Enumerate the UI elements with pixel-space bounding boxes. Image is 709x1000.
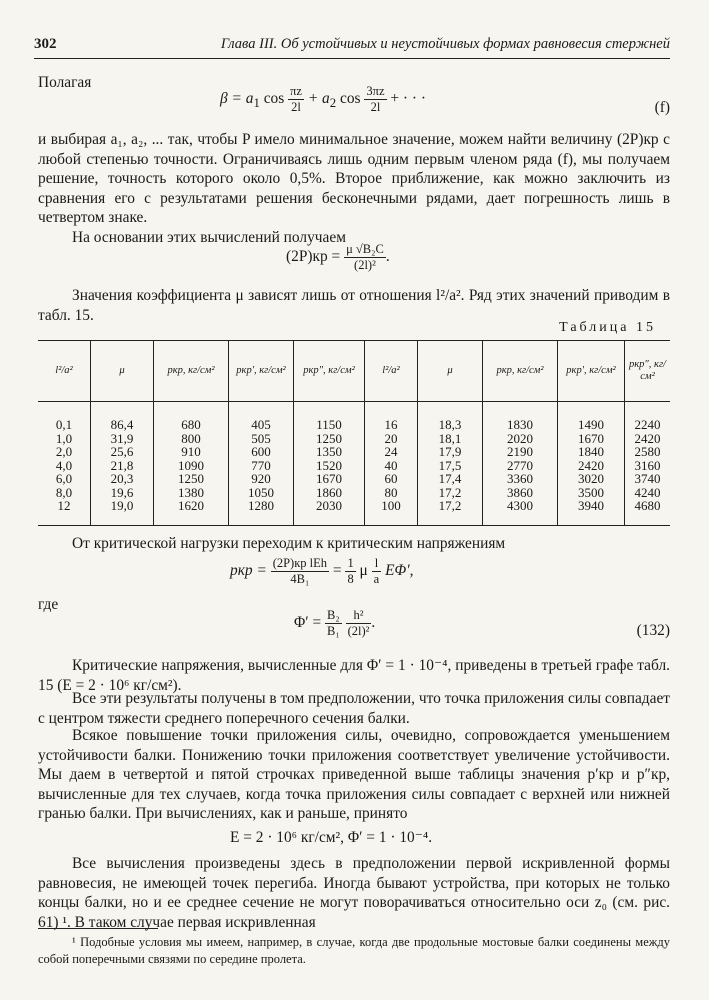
paragraph-6: Все эти результаты получены в том предположении, что точка приложения силы совпадает с центром тяжести среднего поперечного сечения балки.: [38, 690, 670, 727]
table-header-row: [38, 341, 670, 402]
cell: 17,2: [418, 499, 483, 525]
cell: 1860: [294, 486, 365, 500]
cell: 6,0: [55, 471, 73, 486]
th-pkr-prime: pкр′, кг/см²: [229, 341, 294, 402]
eq-f-frac2-num: 3πz: [366, 84, 385, 98]
cell: 1,0: [55, 430, 73, 446]
table-row: [38, 402, 670, 432]
cell: 4240: [625, 486, 671, 500]
cell: 8,0: [55, 484, 73, 500]
th-mu: μ: [91, 341, 154, 402]
cell: 2580: [625, 445, 671, 459]
cell: 2770: [483, 459, 558, 473]
cell: 4,0: [55, 457, 73, 473]
th-ratio-2: l²/a²: [365, 341, 418, 402]
cell: 680: [154, 402, 229, 432]
cell: 3860: [483, 486, 558, 500]
eq-pkr-frac3: [372, 556, 382, 587]
cell: 920: [229, 472, 294, 486]
cell: 1520: [294, 459, 365, 473]
cell: 17,9: [418, 445, 483, 459]
cell: 1380: [154, 486, 229, 500]
equation-e: E = 2 · 10⁶ кг/см², Φ′ = 1 · 10⁻⁴.: [230, 829, 433, 846]
eq-pkr-mid: =: [332, 562, 342, 580]
eq-f-frac2-den: 2l: [370, 100, 381, 114]
eq-pkr-num3: l: [372, 556, 382, 572]
paragraph-4: От критической нагрузки переходим к критическим напряжениям: [72, 535, 506, 552]
table-row: [38, 486, 670, 500]
cell: 2030: [294, 499, 365, 525]
eq-pkr-mu: μ: [359, 562, 368, 580]
cell: 800: [154, 432, 229, 446]
cell: 3940: [558, 499, 625, 525]
cell: 17,4: [418, 472, 483, 486]
cell: 40: [365, 459, 418, 473]
cell: 1350: [294, 445, 365, 459]
eq-132-num2: h²: [346, 608, 372, 624]
cell: 18,3: [418, 402, 483, 432]
cell: 4300: [483, 499, 558, 525]
equation-pkr: [230, 556, 413, 587]
cell: 2190: [483, 445, 558, 459]
table-row: [38, 459, 670, 473]
cell: 20,3: [91, 472, 154, 486]
cell: 1250: [154, 472, 229, 486]
cell: 600: [229, 445, 294, 459]
eq-f-number: (f): [654, 99, 670, 116]
th-pkr: pкр, кг/см²: [154, 341, 229, 402]
eq-f-cos2: cos: [336, 90, 361, 108]
cell: 2420: [625, 432, 671, 446]
table-row: [38, 432, 670, 446]
cell: 3740: [625, 472, 671, 486]
eq-2p-lhs: (2P)кр =: [286, 248, 341, 266]
eq-132-frac2: [346, 608, 372, 639]
th-pkr-2: pкр, кг/см²: [483, 341, 558, 402]
cell: 1090: [154, 459, 229, 473]
eq-2p-frac: [344, 242, 386, 273]
th-ratio: l²/a²: [38, 341, 91, 402]
eq-2p-num: μ √B₂C: [346, 242, 384, 256]
cell: 17,5: [418, 459, 483, 473]
eq-132-tail: .: [371, 614, 376, 632]
eq-f-tail: + · · ·: [390, 90, 426, 108]
where-word: где: [38, 596, 59, 613]
th-pkr-prime-2: pкр′, кг/см²: [558, 341, 625, 402]
eq-pkr-den1: 4B₁: [290, 572, 310, 586]
cell: 1830: [483, 402, 558, 432]
equation-132: [294, 608, 375, 639]
cell: 3020: [558, 472, 625, 486]
eq-pkr-frac2: [345, 556, 355, 587]
eq-132-lhs: Φ′ =: [294, 614, 322, 632]
eq-f-frac1: [288, 84, 304, 115]
eq-pkr-tail: EΦ′,: [385, 562, 414, 580]
intro-word: Полагая: [38, 74, 92, 91]
eq-pkr-num2: 1: [347, 556, 354, 570]
cell: 1620: [154, 499, 229, 525]
eq-132-den2: (2l)²: [347, 624, 370, 638]
th-mu-2: μ: [418, 341, 483, 402]
book-page: [34, 0, 670, 1000]
eq-2p-tail: .: [385, 248, 390, 266]
th-pkr-dprime: pкр″, кг/см²: [294, 341, 365, 402]
cell: 60: [365, 472, 418, 486]
cell: 3160: [625, 459, 671, 473]
cell: 2420: [558, 459, 625, 473]
eq-pkr-den3: a: [373, 572, 380, 586]
eq-pkr-lhs: pкр =: [230, 562, 267, 580]
cell: 2240: [625, 402, 671, 432]
cell: 24: [365, 445, 418, 459]
footnote-rule: [38, 928, 158, 929]
cell: 505: [229, 432, 294, 446]
footnote: ¹ Подобные условия мы имеем, например, в случае, когда две продольные мостовые балки соединены между собой поперечными связями по середине пролета.: [38, 935, 670, 966]
cell: 86,4: [91, 402, 154, 432]
cell: 1840: [558, 445, 625, 459]
eq-pkr-den2: 8: [347, 572, 354, 586]
cell: 100: [365, 499, 418, 525]
page-number: 302: [34, 36, 57, 52]
eq-f-frac2: [364, 84, 386, 115]
cell: 4680: [625, 499, 671, 525]
paragraph-2: На основании этих вычислений получаем: [72, 229, 346, 246]
cell: 1250: [294, 432, 365, 446]
eq-132-number: (132): [636, 622, 670, 639]
cell: 25,6: [91, 445, 154, 459]
header-rule: [34, 58, 670, 59]
cell: 80: [365, 486, 418, 500]
cell: 3360: [483, 472, 558, 486]
cell: 3500: [558, 486, 625, 500]
cell: 910: [154, 445, 229, 459]
cell: 1050: [229, 486, 294, 500]
eq-f-frac1-num: πz: [290, 84, 302, 98]
cell: 0,1: [55, 417, 73, 432]
eq-2p-den: (2l)²: [354, 258, 376, 272]
cell: 18,1: [418, 432, 483, 446]
paragraph-1: и выбирая a₁, a₂, ... так, чтобы P имело минимальное значение, можем найти величину (2P)кр с любой степенью точности. Ограничиваясь лишь одним первым членом ряда (f), мы получаем решение, точность которого около 0,5%. Второе приближение, как можно заключить из сравнения его с результатами решения бесконечными рядами, дает погрешность лишь в четвертом знаке.: [38, 131, 670, 227]
cell: 1150: [294, 402, 365, 432]
eq-f-cos1: cos: [259, 90, 285, 108]
cell: 19,6: [91, 486, 154, 500]
cell: 405: [229, 402, 294, 432]
cell: 1670: [294, 472, 365, 486]
paragraph-8: Все вычисления произведены здесь в предположении первой искривленной формы равновесия, не имеющей точек перегиба. Иногда бывают устройства, при которых не только концы балки, но и ее среднее сечение не могут поворачиваться относительно оси z₀ (см. рис. 61) ¹. В таком случае первая искривленная: [38, 855, 670, 931]
table-caption: Таблица 15: [559, 320, 656, 335]
table-row: [38, 499, 670, 525]
th-pkr-dprime-2: pкр″, кг/см²: [625, 341, 671, 402]
equation-f: [220, 84, 426, 115]
cell: 2,0: [55, 444, 73, 459]
cell: 770: [229, 459, 294, 473]
table-row: [38, 472, 670, 486]
cell: 1670: [558, 432, 625, 446]
eq-f-lhs: β = a: [220, 90, 254, 108]
cell: 2020: [483, 432, 558, 446]
eq-132-den1: B₁: [327, 624, 340, 638]
eq-132-frac1: [325, 608, 342, 639]
cell: 16: [365, 402, 418, 432]
paragraph-7: Всякое повышение точки приложения силы, очевидно, сопровождается уменьшением устойчивости балки. Понижению точки приложения соответствует увеличение устойчивости. Мы даем в четвертой и пятой строчках приведенной выше таблицы значения p′кр и p″кр, вычисленные для тех случаев, когда точка приложения силы совпадает с верхней или нижней гранью балки. При вычислениях, как и раньше, принято: [38, 727, 670, 823]
eq-pkr-num1: (2P)кр lEh: [272, 556, 328, 570]
cell: 17,2: [418, 486, 483, 500]
cell: 12: [38, 499, 91, 525]
table-15: [38, 340, 670, 526]
table-row: [38, 445, 670, 459]
eq-f-frac1-den: 2l: [291, 100, 301, 114]
cell: 1280: [229, 499, 294, 525]
eq-f-sub2: 2: [329, 96, 337, 111]
eq-132-num1: B₂: [327, 608, 340, 622]
eq-f-sub1: 1: [253, 96, 260, 111]
paragraph-5: Критические напряжения, вычисленные для Φ′ = 1 · 10⁻⁴, приведены в третьей графе табл. 15 (E = 2 · 10⁶ кг/см²).: [38, 657, 670, 694]
equation-2p: [286, 242, 390, 273]
cell: 1490: [558, 402, 625, 432]
cell: 21,8: [91, 459, 154, 473]
eq-pkr-frac1: [271, 556, 329, 587]
cell: 19,0: [91, 499, 154, 525]
running-title: Глава III. Об устойчивых и неустойчивых формах равновесия стержней: [220, 36, 670, 52]
paragraph-3: Значения коэффициента μ зависят лишь от отношения l²/a². Ряд этих значений приводим в табл. 15.: [38, 287, 670, 324]
cell: 20: [365, 432, 418, 446]
cell: 31,9: [91, 432, 154, 446]
eq-f-plus: + a: [307, 90, 330, 108]
